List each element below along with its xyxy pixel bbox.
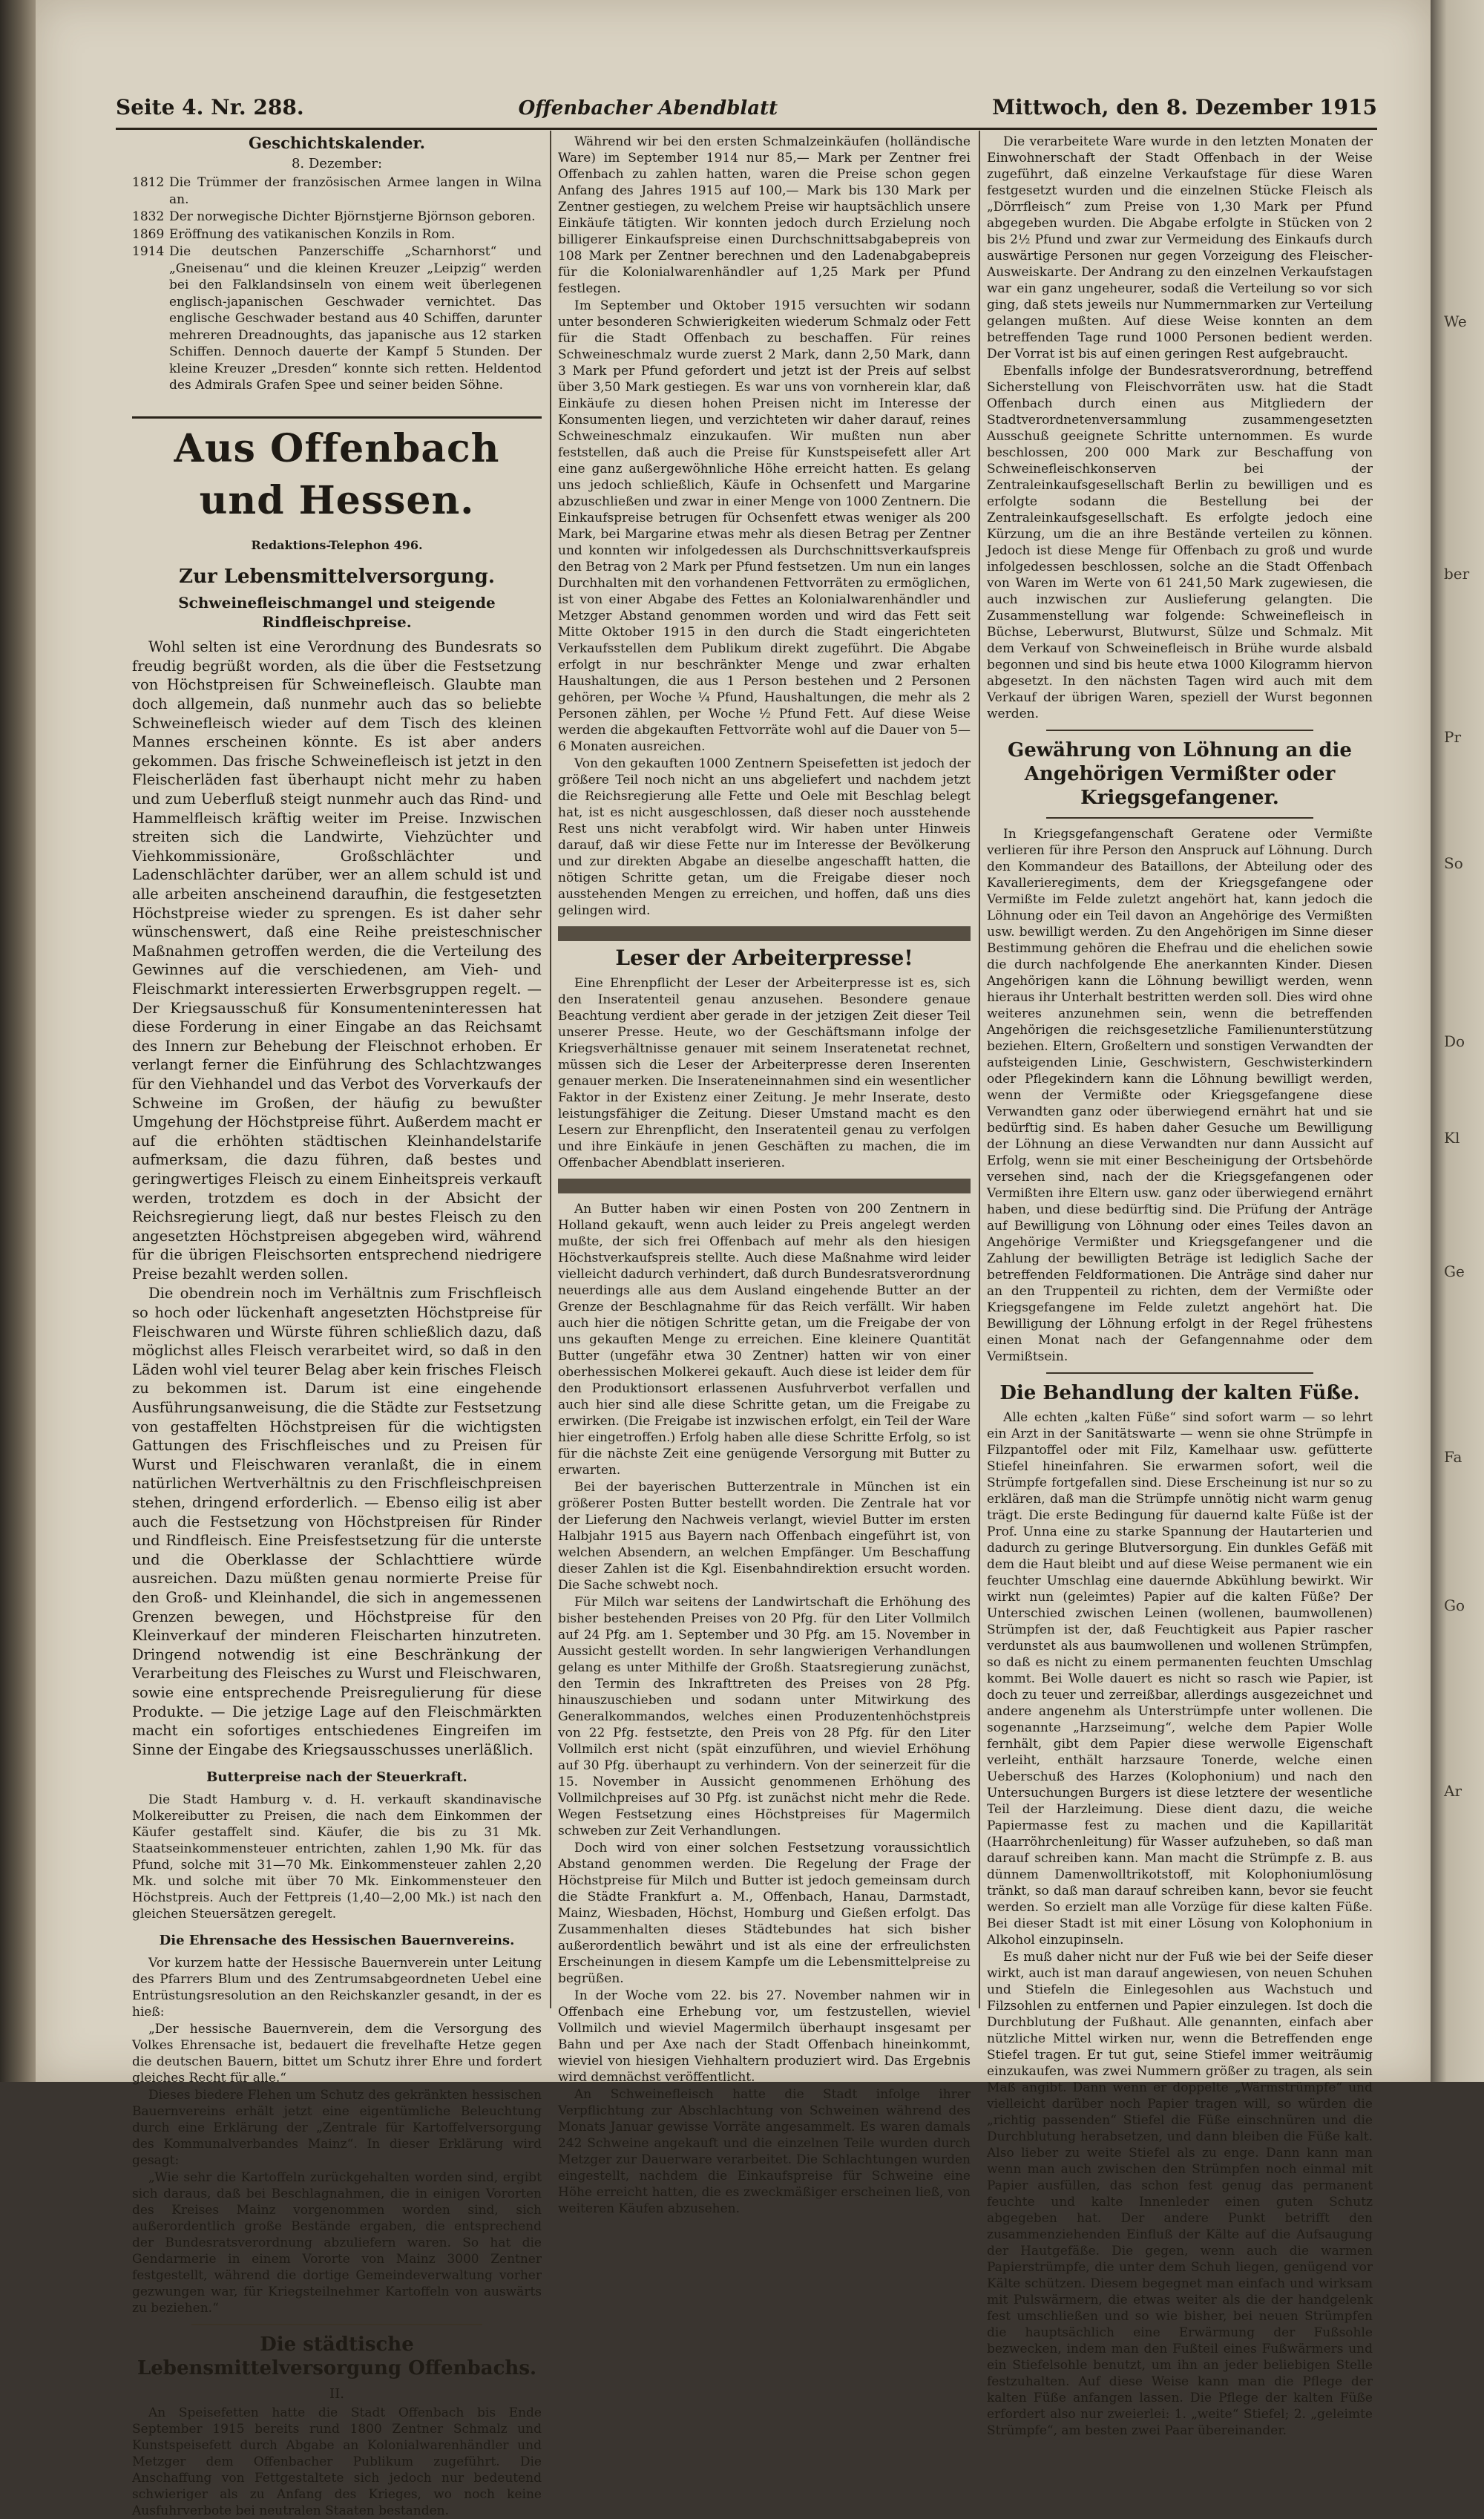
header-date: Mittwoch, den 8. Dezember 1915 xyxy=(992,95,1377,119)
article-title: Zur Lebensmittelversorgung. xyxy=(179,566,495,589)
redaktion-telephon: Redaktions-Telephon 496. xyxy=(251,537,423,552)
next-page-fragment: ber xyxy=(1444,565,1470,583)
kalender-entry: 1869 Eröffnung des vatikanischen Konzils in Rom. xyxy=(132,226,456,242)
fuesse-text: Es muß daher nicht nur der Fuß wie bei der Seife dieser wirkt, auch ist man darauf angewiesen, von neuen Schuhen und Stiefeln die Einlegesohlen aus Wachstuch und Filzsohlen zu entfernen und Papier einzulegen. Ist doch die Durchblutung der Fußhaut. Alle genannten, einfach aber nützliche Mittel wirken nur, wenn die Betreffenden enge Stiefel tragen. Er tut gut, seine Stiefel immer weiträumig einzukaufen, was zwei Nummern größer zu tragen, als sein Maß angibt. Dann wenn er doppelte „Wärmstrümpfe“ und vielleicht darüber noch Papier tragen will, so würden die „richtig passenden“ Stiefel die Füße einschnüren und die Durchblutung herabsetzen, und dann bleiben die Füße kalt. Also lieber zu weite Stiefel als zu enge. Dann kann man wenn man auch zwischen den Strümpfen noch einmal mit Papier ausfüllen, das schon fest genug das permanent feuchte und kalte Innenleder einen guten Schutz abgegeben hat. Der andere Punkt betrifft den zusammenziehenden Einfluß der Kälte auf die Aufsaugung der Hautgefäße. Die gegen, wenn auch die warmen Papierstrümpfe, die unter dem Schuh liegen, genügend vor Kälte schützen. Diesem begegnet man einfach und wirksam mit Pulswärmern, die etwas weiter als die der handgelenk fest umschließen und so wie bisher, bei neuen Strümpfen die hauptsächlich eine Erwärmung der Fußsohle bezwecken, indem man den Fußteil eines Fußwärmers und ein Stiefelsohle benutzt, um ihn an jeder beliebigen Stelle festzuhalten. Auf diese Weise kann man die Pflege der kalten Füße anfangen lassen. Die Pflege der kalten Füße erfordert also nur zweierlei: 1. „weite“ Stiefel; 2. „geleimte Strümpfe“, am besten zwei Paar übereinander. xyxy=(987,1950,1373,2438)
column-divider xyxy=(979,131,980,2008)
header-page-number: Seite 4. Nr. 288. xyxy=(116,95,304,119)
article-paragraph: Die obendrein noch im Verhältnis zum Frischfleisch so hoch oder lückenhaft angesetzten Höchstpreise für Fleischwaren und Würste führen schließlich dazu, daß möglichst alles Fleisch verarbeitet wird, so daß in den Läden wohl viel teurer Belag aber kein frisches Fleisch zu bekommen ist. Darum ist eine eingehende Ausführungsanweisung, die die Städte zur Festsetzung von gestaffelten Höchstpreisen für die wichtigsten Gattungen des Frischfleisches und zu Preisen für Wurst und Fleischwaren veranlaßt, die in einem natürlichen Wertverhältnis zu den Frischfleischpreisen stehen, dringend erforderlich. — Ebenso eilig ist aber auch die Festsetzung von Höchstpreisen für Rinder und Rindfleisch. Eine Preisfestsetzung für die unterste und die Oberklasse der Schlachttiere würde ausreichen. Dazu müßten genau normierte Preise für den Groß- und Kleinhandel, die sich in angemessenen Grenzen bewegen, und Höchstpreise für den Kleinverkauf der minderen Fleischarten hinzutreten. Dringend notwendig ist eine Beschränkung der Verarbeitung des Fleisches zu Wurst und Fleischwaren, sowie eine entsprechende Preisregulierung für diese Produkte. — Die jetzige Lage auf den Fleischmärkten macht ein sofortiges entschiedenes Eingreifen im Sinne der Eingabe des Kriegsausschusses unerläßlich. xyxy=(132,1285,542,1758)
article-subtitle: Schweinefleischmangel und steigende Rindfleischpreise. xyxy=(178,594,496,632)
next-page-fragment: Ar xyxy=(1444,1782,1462,1800)
article-paragraph: Die verarbeitete Ware wurde in den letzten Monaten der Einwohnerschaft der Stadt Offenbach in der Weise zugeführt, daß einzelne Verkaufstage für diese Waren festgesetzt wurden und die einzelnen Stücke Fleisch als „Dörrfleisch“ zum Preise von 1,30 Mark per Pfund abgegeben wurden. Die Abgabe erfolgte in Stücken von 2 bis 2½ Pfund und zwar zur Vermeidung des Einkaufs durch auswärtige Personen nur gegen Vorzeigung des Fleischer-Ausweiskarte. Der Andrang zu den einzelnen Verkaufstagen war ein ganz ungeheurer, sodaß die Verteilung so vor sich ging, daß stets jeweils nur Nummernmarken zur Verteilung gelangen mußten. Auf diese Weise konnten an dem betreffenden Tage rund 1000 Personen bedient werden. Der Vorrat ist bis auf einen geringen Rest aufgebraucht. xyxy=(987,134,1373,361)
article-paragraph: Für Milch war seitens der Landwirtschaft die Erhöhung des bisher bestehenden Preises von 20 Pfg. für den Liter Vollmilch auf 24 Pfg. am 1. September und 30 Pfg. am 15. November in Aussicht gestellt worden. In sehr langwierigen Verhandlungen gelang es unter Mithilfe der Großh. Staatsregierung zunächst, den Termin des Inkrafttreten des Preises von 28 Pfg. hinauszuschieben und sodann unter Mitwirkung des Generalkommandos, welches einen Produzentenhöchstpreis von 22 Pfg. festsetzte, den Preis von 28 Pfg. für den Liter Vollmilch erst nicht (spät einzuführen, und wieviel Erhöhung auf 30 Pfg. überhaupt zu verhindern. Von der seinerzeit für die 15. November in Aussicht genommenen Erhöhung des Vollmilchpreises auf 30 Pfg. ist zunächst nicht mehr die Rede. Wegen Festsetzung eines Höchstpreises für Magermilch schweben zur Zeit Verhandlungen. xyxy=(558,1594,971,1838)
article-paragraph: Von den gekauften 1000 Zentnern Speisefetten ist jedoch der größere Teil noch nicht an uns abgeliefert und nachdem jetzt die Reichsregierung alle Fette und Oele mit Beschlag belegt hat, ist es nicht ausgeschlossen, daß dieser noch ausstehende Rest uns nicht verabfolgt wird. Wir haben unter Hinweis darauf, daß wir diese Fette nur im Interesse der Bevölkerung und zur direkten Abgabe an dieselbe angeschafft hatten, die nötigen Schritte getan, um die Freigabe dieser noch ausstehenden Mengen zu erreichen, und hoffen, daß uns dies gelingen wird. xyxy=(558,756,971,918)
butterpreise-text: Die Stadt Hamburg v. d. H. verkauft skandinavische Molkereibutter zu Preisen, die nach dem Einkommen der Käufer gestaffelt sind. Käufer, die bis zu 31 Mk. Staatseinkommensteuer entrichten, zahlen 1,90 Mk. für das Pfund, solche mit 31—70 Mk. Einkommensteuer zahlen 2,20 Mk. und solche mit über 70 Mk. Einkommensteuer den Höchstpreis. Auch der Fettpreis (1,40—2,00 Mk.) ist nach den gleichen Steuersätzen geregelt. xyxy=(132,1792,542,1922)
loehnung-paragraph: In Kriegsgefangenschaft Geratene oder Vermißte verlieren für ihre Person den Anspruck auf Löhnung. Durch den Kommandeur des Bataillons, der Abteilung oder des Kavallerieregiments, dem der Kriegsgefangene oder Vermißte im Felde zuletzt angehört hat, kann jedoch die Löhnung oder ein Teil davon an Angehörige des Vermißten usw. bewilligt werden. Zu den Angehörigen im Sinne dieser Bestimmung gehören die Ehefrau und die ehelichen sowie die durch nachfolgende Ehe anerkannten Kinder. Diesen Angehörigen kann die Löhnung bewilligt werden, wenn hieraus ihr Unterhalt bestritten werden soll. Dies wird ohne weiteres anzunehmen sein, wenn die betreffenden Angehörigen die reichsgesetzliche Familienunterstützung beziehen. Eltern, Großeltern und sonstigen Verwandten der aufsteigenden Linie, Geschwistern, Geschwisterkindern oder Pflegekindern kann die Löhnung bewilligt werden, wenn der Vermißte oder Kriegsgefangene diese Verwandten ganz oder überwiegend ernährt hat und sie bedürftig sind. Es haben daher Gesuche um Bewilligung der Löhnung an diese Verwandten nur dann Aussicht auf Erfolg, wenn sie mit einer Bescheinigung der Ortsbehörde versehen sind, nach der die Kriegsgefangenen oder Vermißten ihre Eltern usw. ganz oder überwiegend ernährt haben, und diese bedürftig sind. Die Prüfung der Anträge auf Bewilligung von Löhnung oder eines Teiles davon an Angehörige Vermißter und Kriegsgefangener und die Zahlung der bewilligten Beträge ist lediglich Sache der betreffenden Feldformationen. Die Anträge sind daher nur an den Truppenteil zu richten, dem der Vermißte oder Kriegsgefangene im Felde zuletzt angehört hat. Die Bewilligung der Löhnung erfolgt in der Regel frühestens einen Monat nach der Gefangennahme oder dem Vermißtsein. xyxy=(987,827,1373,1364)
loehnung-title: Gewährung von Löhnung an die Angehörigen Vermißter oder Kriegsgefangener. xyxy=(1008,739,1352,809)
header-masthead: Offenbacher Abendblatt xyxy=(518,97,778,119)
next-page-fragment: Do xyxy=(1444,1032,1465,1050)
kalender-title: Geschichtskalender. xyxy=(249,134,425,152)
butterpreise-title: Butterpreise nach der Steuerkraft. xyxy=(206,1769,467,1786)
kalender-date: 8. Dezember: xyxy=(291,155,383,171)
fuesse-text: Alle echten „kalten Füße“ sind sofort warm — so lehrt ein Arzt in der Sanitätswarte — wenn sie ohne Strümpfe in Filzpantoffel oder mit Filz, Kamelhaar usw. gefütterte Stiefel hineinfahren. Sie erwarmen sofort, weil die Strümpfe fortgefallen sind. Diese Erscheinung ist nur so zu erklären, daß man die Strümpfe unnötig nicht warm genug trägt. Die erste Bedingung für dauernd kalte Füße ist der Prof. Unna eine zu starke Spannung der Hautarterien und dadurch zu geringe Blutversorgung. Ein dunkles Gefäß mit dem die Haut bleibt und auf diese Weise permanent wie ein feuchter Umschlag eine dauernde Abkühlung bewirkt. Wir wirkt nun (geleimtes) Papier auf die kalten Füße? Der Unterschied zwischen Leinen (wollenen, baumwollenen) Strümpfen ist der, daß Feuchtigkeit aus Papier rascher verdunstet als aus baumwollenen und wollenen Strümpfen, so daß es nicht zu einem permanenten feuchten Umschlag kommt. Bei Wolle dauert es nicht so rasch wie Papier, ist doch zu teuer und zerreißbar, allerdings ausgezeichnet und andere angenehm als Unterstrümpfe unter wollenen. Die sogenannte „Harzseimung“, welche dem Papier Wolle fernhält, gibt dem Papier diese werwolle Eigenschaft verleiht, enthält harzsaure Tonerde, welche einen Ueberschuß des Harzes (Kolophonium) und nach den Untersuchungen Burgers ist diese letztere der wesentliche Teil der Harzleimung. Diese dient dazu, die weiche Papiermasse fest zu machen und die Kapillarität (Haarröhrchenleitung) für Wasser aufzuheben, so daß man darauf schreiben kann. Man macht die Strümpfe z. B. aus dünnem Damenwolltrikotstoff, mit Kolophoniumlösung tränkt, so daß man darauf schreiben kann, bevor sie feucht werden. So erzielt man alle Vorzüge für diese kalten Füße. Bei dieser Stadt ist mit einer Lösung von Kolophonium in Alkohol einzupinseln. xyxy=(987,1410,1373,1948)
book-binding xyxy=(0,0,36,2082)
column-divider xyxy=(550,131,551,2008)
bauernverein-paragraph: Dieses biedere Flehen um Schutz des gekränkten hessischen Bauernvereins erhält jetzt eine eigentümliche Beleuchtung durch eine Erklärung der „Zentrale für Kartoffelversorgung des Kommunalverbandes Mainz“. In dieser Erklärung wird gesagt: xyxy=(132,2087,542,2168)
kalender-entry: 1812 Die Trümmer der französischen Armee langen in Wilna an. xyxy=(132,175,542,207)
bauernverein-quote: „Wie sehr die Kartoffeln zurückgehalten worden sind, ergibt sich daraus, daß bei Beschlagnahmen, die in einigen Vororten des Kreises Mainz vorgenommen worden sind, sich außerordentlich große Bestände ergaben, die entsprechend der Bundesratsverordnung abzuliefern waren. So hat die Gendarmerie in einem Vororte von Mainz 3000 Zentner festgestellt, während die dortige Gemeindeverwaltung vorher gezwungen war, für Kriegsteilnehmer Kartoffeln von auswärts zu beziehen.“ xyxy=(132,2169,542,2316)
separator xyxy=(1046,1372,1313,1374)
column-3 xyxy=(987,134,1373,2438)
kalender-entry: 1832 Der norwegische Dichter Björnstjerne Björnson geboren. xyxy=(132,209,536,225)
article-paragraph: Doch wird von einer solchen Festsetzung voraussichtlich Abstand genommen werden. Die Regelung der Frage der Höchstpreise für Milch und Butter ist jedoch gemeinsam durch die Städte Frankfurt a. M., Offenbach, Hanau, Darmstadt, Mainz, Wiesbaden, Höchst, Homburg und Gießen erfolgt. Das Zusammenhalten dieses Städtebundes hat sich bisher außerordentlich bewährt und ist als eine der erfreulichsten Erscheinungen in diesem Kampfe um die Lebensmittelpreise zu begrüßen. xyxy=(558,1840,971,1986)
column-1 xyxy=(132,134,542,2519)
article-paragraph: An Schweinefleisch hatte die Stadt infolge ihrer Verpflichtung zur Abschlachtung von Schweinen während des Monats Januar gewisse Vorräte angesammelt. Es waren damals 242 Schweine angekauft und die einzelnen Teile wurden durch Metzger zur Dauerware verarbeitet. Die Schlachtungen wurden eingestellt, nachdem die Einkaufspreise für Schweine eine Höhe erreicht hatten, die es zweckmäßiger erscheinen ließ, von weiteren Käufen abzusehen. xyxy=(558,2086,971,2216)
box-top-bar xyxy=(558,926,971,941)
separator xyxy=(1046,730,1313,731)
separator xyxy=(1046,817,1313,819)
bauernverein-paragraph: Vor kurzem hatte der Hessische Bauernverein unter Leitung des Pfarrers Blum und des Zentrumsabgeordneten Uebel eine Entrüstungsresolution an den Reichskanzler gesandt, in der es hieß: xyxy=(132,1955,542,2020)
next-page-fragment: Pr xyxy=(1444,728,1462,746)
bauernverein-quote: „Der hessische Bauernverein, dem die Versorgung des Volkes Ehrensache ist, bedauert die frevelhafte Hetze gegen die deutschen Bauern, bittet um Schutz ihrer Ehre und fordert gleiches Recht für alle.“ xyxy=(132,2021,542,2086)
leser-box-text: Eine Ehrenpflicht der Leser der Arbeiterpresse ist es, sich den Inseratenteil genau anzusehen. Besondere genaue Beachtung verdient aber gerade in der jetzigen Zeit dieser Teil unserer Presse. Heute, wo der Geschäftsmann infolge der Kriegsverhältnisse genauer mit seinem Inseratenetat rechnet, müssen sich die Leser der Arbeiterpresse deren Inserenten genauer merken. Die Inserateneinnahmen sind ein wesentlicher Faktor in der Existenz einer Zeitung. Je mehr Inserate, desto leistungsfähiger die Zeitung. Dieser Umstand macht es den Lesern zur Ehrenpflicht, den Inseratenteil genau zu verfolgen und ihre Einkäufe in jenen Geschäften zu machen, die im Offenbacher Abendblatt inserieren. xyxy=(558,975,971,1170)
staedtische-title: Die städtische Lebensmittelversorgung Offenbachs. xyxy=(137,2333,537,2379)
article-paragraph: Im September und Oktober 1915 versuchten wir sodann unter besonderen Schwierigkeiten wiederum Schmalz oder Fett für die Stadt Offenbach zu beschaffen. Für reines Schweineschmalz wurde zuerst 2 Mark, dann 2,50 Mark, dann 3 Mark per Pfund gefordert und jetzt ist der Preis auf selbst über 3,50 Mark gestiegen. Es war uns von vornherein klar, daß Einkäufe zu diesen hohen Preisen nicht im Interesse der Konsumenten liegen, und verzichteten wir daher darauf, reines Schweineschmalz einzukaufen. Wir mußten nun aber feststellen, daß auch die Preise für Kunstspeisefett aller Art eine ganz außergewöhnliche Höhe erreicht hatten. Es gelang uns jedoch schließlich, Käufe in Ochsenfett und Margarine abzuschließen und zwar in einer Menge von 1000 Zentnern. Die Einkaufspreise betrugen für Ochsenfett etwas weniger als 200 Mark, bei Margarine etwas mehr als diesen Betrag per Zentner und konnten wir infolgedessen als Durchschnittsverkaufspreis den Betrag von 2 Mark per Pfund festsetzen. Um nun ein langes Durchhalten mit den vorhandenen Fettvorräten zu ermöglichen, ist von einer Abgabe des Fettes an Kolonialwarenhändler und Metzger Abstand genommen worden und wird das Fett seit Mitte Oktober 1915 in den durch die Stadt eingerichteten Verkaufsstellen dem Publikum direkt zugeführt. Die Abgabe erfolgt in nur beschränkter Menge und zwar erhalten Haushaltungen, die aus 1 Person bestehen und 2 Personen gehören, per Woche ¼ Pfund, Haushaltungen, die mehr als 2 Personen zählen, per Woche ½ Pfund Fett. Auf diese Weise werden die abgekauften Fettvorräte wohl auf die Dauer von 5—6 Monaten ausreichen. xyxy=(558,298,971,754)
staedtische-text: An Speisefetten hatte die Stadt Offenbach bis Ende September 1915 bereits rund 1800 Zentner Schmalz und Kunstspeisefett durch Abgabe an Kolonialwarenhändler und Metzger dem Offenbacher Publikum zugeführt. Die Anschaffung von Fettgestaltete sich jedoch nur bedeutend schwieriger als zu Anfang des Krieges, wo noch keine Ausfuhrverbote bei neutralen Staaten bestanden. xyxy=(132,2405,542,2519)
separator xyxy=(191,2324,482,2325)
box-bottom-bar xyxy=(558,1179,971,1193)
staedtische-number: II. xyxy=(329,2385,344,2402)
fuesse-title: Die Behandlung der kalten Füße. xyxy=(999,1382,1360,1404)
article-paragraph: In der Woche vom 22. bis 27. November nahmen wir in Offenbach eine Erhebung vor, um festzustellen, wieviel Vollmilch und wieviel Magermilch überhaupt insgesamt per Bahn und per Axe nach der Stadt Offenbach hineinkommt, wieviel von hiesigen Viehhaltern produziert wird. Das Ergebnis wird demnächst veröffentlicht. xyxy=(558,1988,971,2085)
next-page-fragment: We xyxy=(1444,312,1467,330)
next-page-fragment: Kl xyxy=(1444,1129,1460,1147)
page-header xyxy=(116,95,1377,128)
next-page-fragment: Fa xyxy=(1444,1448,1462,1466)
column-2 xyxy=(558,134,971,2216)
next-page-fragment: Ge xyxy=(1444,1262,1465,1280)
article-paragraph: Bei der bayerischen Butterzentrale in München ist ein größerer Posten Butter bestellt worden. Die Zentrale hat vor der Lieferung den Nachweis verlangt, wieviel Butter im ersten Halbjahr 1915 aus Bayern nach Offenbach eingeführt ist, von welchen Absendern, an welchen Empfänger. Um Beschaffung dieser Zahlen ist die Kgl. Eisenbahndirektion ersucht worden. Die Sache schwebt noch. xyxy=(558,1479,971,1593)
section-title: Aus Offenbach und Hessen. xyxy=(132,416,542,527)
leser-box-title: Leser der Arbeiterpresse! xyxy=(615,946,913,970)
next-page-fragment: So xyxy=(1444,854,1463,872)
next-page-fragment: Go xyxy=(1444,1596,1465,1614)
kalender-entry: 1914 Die deutschen Panzerschiffe „Scharnhorst“ und „Gneisenau“ und die kleinen Kreuzer „Leipzig“ werden bei den Falklandsinseln von einem weit überlegenen englisch-japanischen Geschwader vernichtet. Das englische Geschwader bestand aus 40 Schiffen, darunter mehreren Dreadnoughts, das japanische aus 12 starken Schiffen. Dennoch dauerte der Kampf 5 Stunden. Der kleine Kreuzer „Dresden“ konnte sich retten. Heldentod des Admirals Grafen Spee und seiner beiden Söhne. xyxy=(132,244,542,393)
next-page-edge xyxy=(1431,0,1484,2082)
article-paragraph: Wohl selten ist eine Verordnung des Bundesrats so freudig begrüßt worden, als die über die Festsetzung von Höchstpreisen für Schweinefleisch. Glaubte man doch allgemein, daß nunmehr auch das so beliebte Schweinefleisch wieder auf dem Tisch des kleinen Mannes erscheinen könnte. Es ist aber anders gekommen. Das frische Schweinefleisch ist jetzt in den Fleischerläden fast überhaupt nicht mehr zu haben und zum Ueberfluß steigt nunmehr auch das Rind- und Hammelfleisch kräftig weiter im Preise. Inzwischen streiten sich die Landwirte, Viehzüchter und Viehkommissionäre, Großschlächter und Ladenschlächter darüber, wer an allem schuld ist und alle arbeiten anscheinend daraufhin, die festgesetzten Höchstpreise wieder zu sprengen. Es ist daher sehr wünschenswert, daß eine Reihe preisteschnischer Maßnahmen getroffen werden, die die Verteilung des Gewinnes auf die verschiedenen, am Vieh- und Fleischmarkt interessierten Erwerbsgruppen regelt. — Der Kriegsausschuß für Konsumenteninteressen hat diese Forderung in einer Eingabe an das Reichsamt des Innern zur Behebung der Fleischnot erhoben. Er verlangt ferner die Einführung des Schlachtzwanges für den Viehhandel und das Verbot des Vorverkaufs der Schweine im Großen, der häufig zu bewußter Umgehung der Höchstpreise führt. Außerdem macht er auf die erhöhten städtischen Kleinhandelstarife aufmerksam, die dazu führen, daß bestes und geringwertiges Fleisch zu einem Einheitspreis verkauft werden, trotzdem es doch in der Absicht der Reichsregierung liegt, daß nur bestes Fleisch zu den angesetzten Höchstpreisen abgegeben wird, während für die übrigen Fleischsorten entsprechend niedrigere Preise bezahlt werden sollen. xyxy=(132,638,542,1283)
article-paragraph: Ebenfalls infolge der Bundesratsverordnung, betreffend Sicherstellung von Fleischvorräten usw. hat die Stadt Offenbach durch einen aus Mitgliedern der Stadtverordnetenversammlung zusammengesetzten Ausschuß geeignete Schritte unternommen. Es wurde beschlossen, 200 000 Mark zur Beschaffung von Schweinefleischkonserven bei der Zentraleinkaufsgesellschaft Berlin zu bewilligen und es erfolgte sodann die Bestellung bei der Zentraleinkaufsgesellschaft. Es erfolgte jedoch eine Kürzung, um die an ihre Bestände verteilen zu können. Jedoch ist diese Menge für Offenbach zu groß und wurde infolgedessen beschlossen, solche an die Stadt Offenbach von Waren im Werte von 61 241,50 Mark zugewiesen, die auch inzwischen zur Auslieferung gelangten. Die Zusammenstellung war folgende: Schweinefleisch in Büchse, Leberwurst, Blutwurst, Sülze und Schmalz. Mit dem Verkauf von Schweinefleisch in Brühe wurde alsbald begonnen und sind bis heute etwa 1000 Kilogramm hiervon abgesetzt. In den nächsten Tagen wird auch mit dem Verkauf der übrigen Waren, speziell der Wurst begonnen werden. xyxy=(987,364,1373,721)
article-paragraph: An Butter haben wir einen Posten von 200 Zentnern in Holland gekauft, wenn auch leider zu Preis angelegt werden mußte, der sich frei Offenbach auf mehr als den hiesigen Höchstverkaufspreis stellte. Auch diese Maßnahme wird leider vielleicht dadurch verhindert, daß durch Bundesratsverordnung neuerdings alle aus dem Ausland eingehende Butter an der Grenze der Beschlagnahme für das Reich verfällt. Wir haben auch hier die nötigen Schritte getan, um die Freigabe der von uns gekauften Menge zu erreichen. Eine kleinere Quantität Butter (ungefähr etwa 30 Zentner) hatten wir von einer oberhessischen Molkerei gekauft. Auch diese ist leider dem für den Produktionsort erlassenen Ausfuhrverbot verfallen und auch hier sind alle diese Schritte getan, um die Freigabe zu erwirken. (Die Freigabe ist inzwischen erfolgt, ein Teil der Ware hier eingetroffen.) Erfolg haben alle diese Schritte Erfolg, so ist für die nächste Zeit eine genügende Versorgung mit Butter zu erwarten. xyxy=(558,1201,971,1478)
geschichtskalender xyxy=(132,134,542,394)
header-rule xyxy=(116,128,1377,130)
article-paragraph: Während wir bei den ersten Schmalzeinkäufen (holländische Ware) im September 1914 nur 85,— Mark per Zentner frei Offenbach zu zahlen hatten, waren die Preise schon gegen Anfang des Jahres 1915 auf 100,— Mark bis 130 Mark per Zentner gestiegen, zu welchem Preise wir hauptsächlich unsere Einkäufe tätigten. Wir konnten jedoch durch Erzielung noch billigerer Einkaufspreise einen Durchschnittsabgabepreis von 108 Mark per Zentner berechnen und den Ladenabgabepreis für die Kolonialwarenhändler auf 1,25 Mark per Pfund festlegen. xyxy=(558,134,971,296)
bauernverein-title: Die Ehrensache des Hessischen Bauernvereins. xyxy=(159,1932,515,1948)
